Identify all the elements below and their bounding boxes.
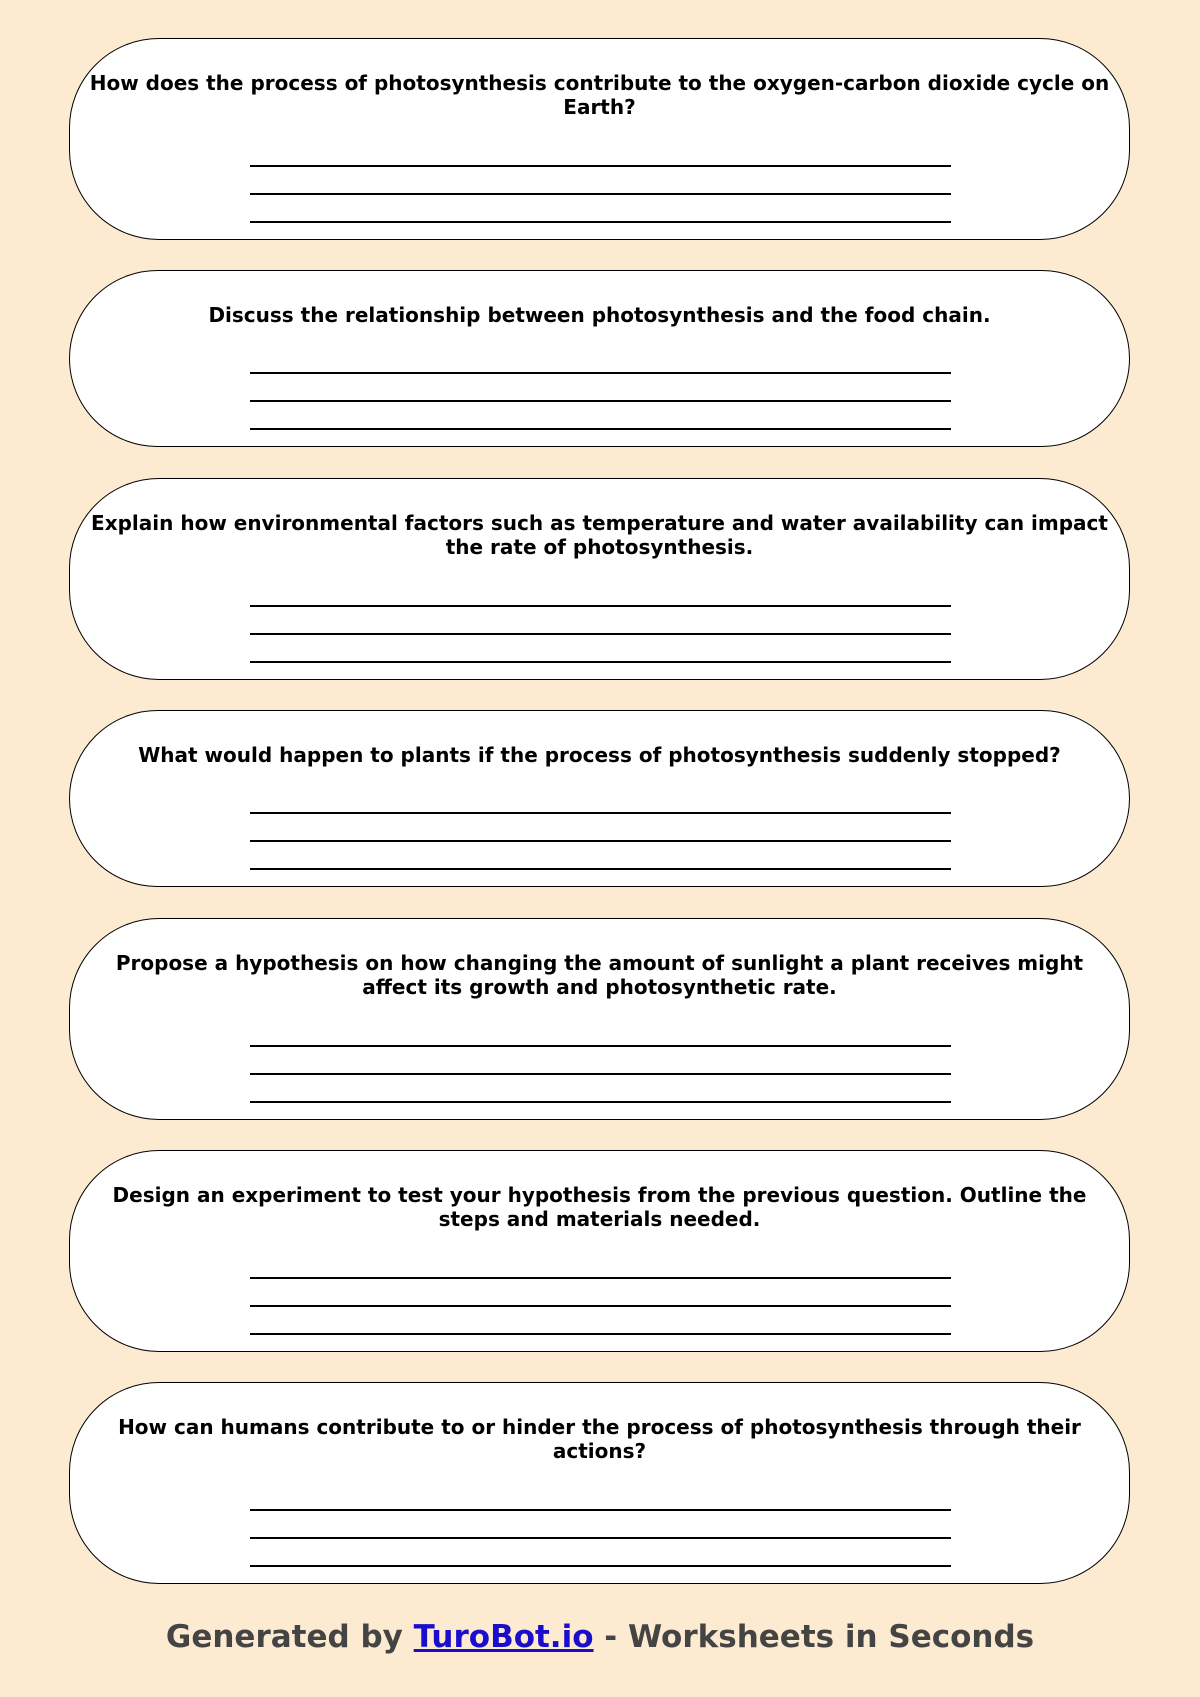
- answer-line[interactable]: [250, 1537, 951, 1539]
- question-text-2: Discuss the relationship between photosynthesis and the food chain.: [208, 303, 991, 327]
- answer-line[interactable]: [250, 868, 951, 870]
- answer-line[interactable]: [250, 165, 951, 167]
- question-text-1: How does the process of photosynthesis contribute to the oxygen-carbon dioxide cycle on Earth?: [89, 71, 1110, 119]
- answer-line[interactable]: [250, 605, 951, 607]
- question-card-3: [69, 478, 1130, 680]
- question-card-2: [69, 270, 1130, 447]
- answer-line[interactable]: [250, 1101, 951, 1103]
- question-card-1: [69, 38, 1130, 240]
- answer-line[interactable]: [250, 428, 951, 430]
- question-text-3: Explain how environmental factors such as temperature and water availability can impact the rate of photosynthesis.: [91, 511, 1108, 559]
- answer-line[interactable]: [250, 812, 951, 814]
- answer-line[interactable]: [250, 840, 951, 842]
- footer-prefix: Generated by: [165, 1619, 414, 1655]
- answer-line[interactable]: [250, 1305, 951, 1307]
- answer-line[interactable]: [250, 1277, 951, 1279]
- answer-line[interactable]: [250, 372, 951, 374]
- answer-line[interactable]: [250, 633, 951, 635]
- answer-line[interactable]: [250, 1073, 951, 1075]
- answer-line[interactable]: [250, 1045, 951, 1047]
- footer-suffix: - Worksheets in Seconds: [593, 1619, 1035, 1655]
- answer-line[interactable]: [250, 400, 951, 402]
- question-card-4: [69, 710, 1130, 887]
- answer-line[interactable]: [250, 1333, 951, 1335]
- question-text-4: What would happen to plants if the process of photosynthesis suddenly stopped?: [138, 743, 1061, 767]
- answer-line[interactable]: [250, 1565, 951, 1567]
- footer: [0, 1617, 1200, 1657]
- answer-line[interactable]: [250, 1509, 951, 1511]
- turobot-link[interactable]: TuroBot.io: [413, 1619, 594, 1655]
- question-card-7: [69, 1382, 1130, 1584]
- question-text-6: Design an experiment to test your hypothesis from the previous question. Outline the steps and materials needed.: [112, 1183, 1087, 1231]
- question-text-7: How can humans contribute to or hinder the process of photosynthesis through their actions?: [118, 1415, 1081, 1463]
- question-text-5: Propose a hypothesis on how changing the amount of sunlight a plant receives might affect its growth and photosynthetic rate.: [115, 951, 1084, 999]
- question-card-5: [69, 918, 1130, 1120]
- answer-line[interactable]: [250, 661, 951, 663]
- answer-line[interactable]: [250, 193, 951, 195]
- question-card-6: [69, 1150, 1130, 1352]
- answer-line[interactable]: [250, 221, 951, 223]
